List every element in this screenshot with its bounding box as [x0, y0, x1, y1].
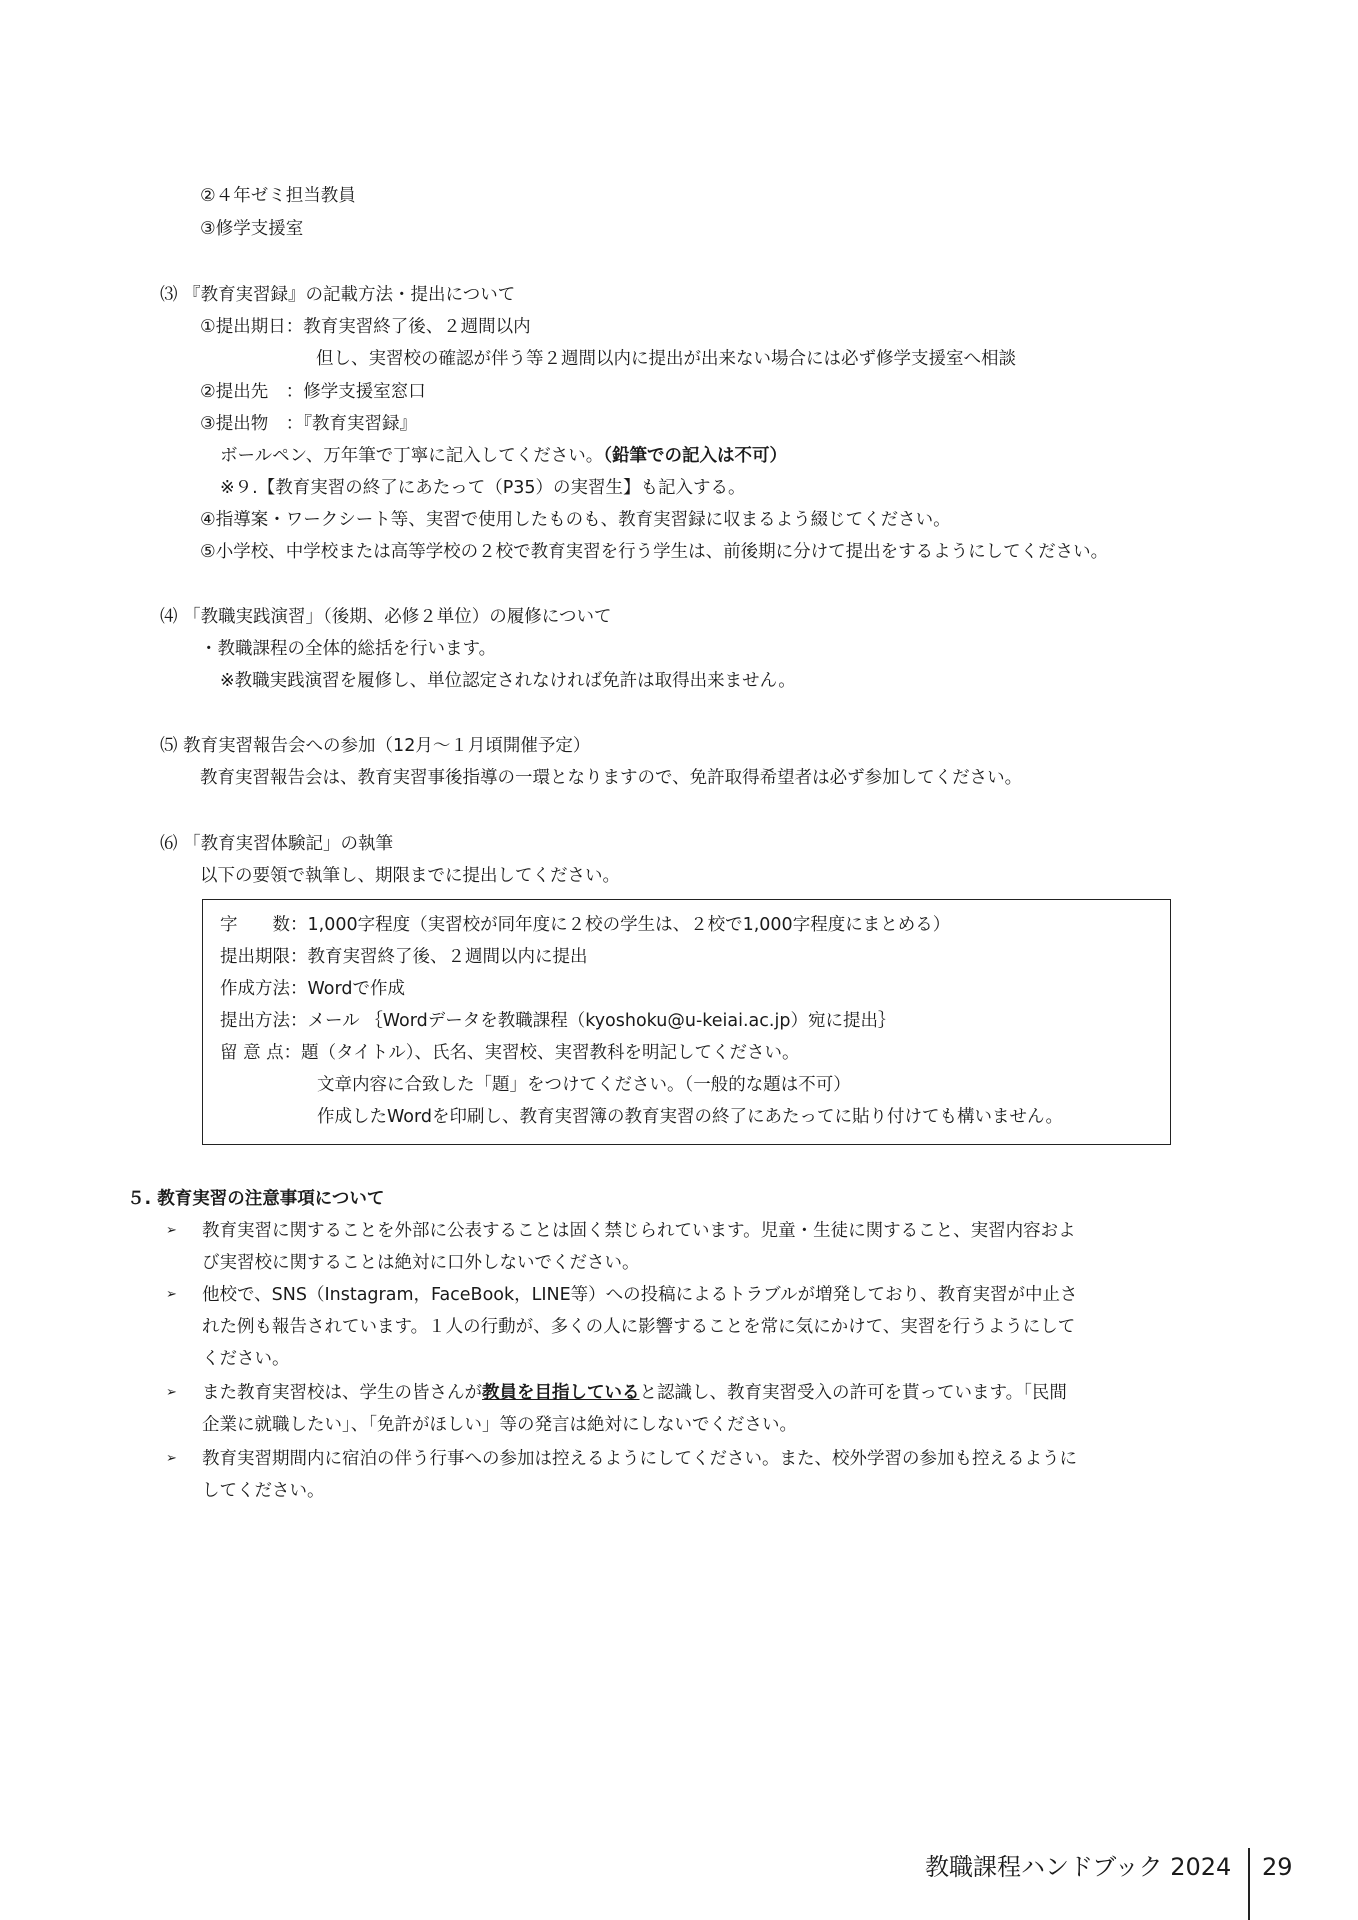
list-item: ③修学支援室: [200, 219, 304, 239]
paragraph-line: ⑤小学校、中学校または高等学校の２校で教育実習を行う学生は、前後期に分けて提出をするようにしてください。: [200, 542, 1109, 562]
paragraph-line: ※教職実践演習を履修し、単位認定されなければ免許は取得出来ません。: [220, 671, 796, 691]
bullet-line: 企業に就職したい」、「免許がほしい」等の発言は絶対にしないでください。: [202, 1415, 797, 1435]
emphasis-text: （鉛筆での記入は不可）: [603, 446, 787, 466]
chapter-heading: ５. 教育実習の注意事項について: [127, 1189, 385, 1209]
footer-divider: [1248, 1848, 1250, 1920]
bullet-text: と認識し、教育実習受入の許可を貰っています。「民間: [639, 1383, 1067, 1403]
section-heading: ⑷ 「教職実践演習」（後期、必修２単位）の履修について: [160, 607, 612, 627]
bullet-line: ください。: [202, 1349, 290, 1369]
paragraph-line: ③提出物 ：『教育実習録』: [200, 414, 417, 434]
box-row: 提出期限：教育実習終了後、２週間以内に提出: [220, 947, 588, 967]
bullet-line: び実習校に関することは絶対に口外しないでください。: [202, 1253, 640, 1273]
paragraph-line: ・教職課程の全体的総括を行います。: [200, 639, 497, 659]
paragraph-line: ②提出先 ：修学支援室窓口: [200, 382, 426, 402]
paragraph-line: 教育実習報告会は、教育実習事後指導の一環となりますので、免許取得希望者は必ず参加してください。: [200, 768, 1023, 788]
box-row: 文章内容に合致した「題」をつけてください。（一般的な題は不可）: [317, 1075, 851, 1095]
box-row: 作成方法：Wordで作成: [220, 979, 405, 999]
paragraph-line: ※９.【教育実習の終了にあたって（P35）の実習生】も記入する。: [220, 478, 746, 498]
page-number: 29: [1262, 1853, 1293, 1881]
section-heading: ⑹ 「教育実習体験記」の執筆: [160, 834, 394, 854]
arrow-bullet-icon: ➢: [166, 1385, 177, 1400]
bullet-line: 教育実習期間内に宿泊の伴う行事への参加は控えるようにしてください。また、校外学習の参加も控えるように: [202, 1449, 1077, 1469]
footer-title: 教職課程ハンドブック 2024: [925, 1853, 1232, 1881]
bullet-line: れた例も報告されています。１人の行動が、多くの人に影響することを常に気にかけて、実習を行うようにして: [202, 1317, 1076, 1337]
paragraph-line: 但し、実習校の確認が伴う等２週間以内に提出が出来ない場合には必ず修学支援室へ相談: [316, 349, 1016, 369]
emphasis-text: 教員を目指している: [482, 1383, 640, 1403]
list-item: ②４年ゼミ担当教員: [200, 186, 356, 206]
box-row: 提出方法：メール ｛Wordデータを教職課程（kyoshoku@u-keiai.ac.jp）宛に提出｝: [220, 1011, 896, 1031]
section-heading: ⑶ 『教育実習録』の記載方法・提出について: [160, 285, 516, 305]
box-row: 作成したWordを印刷し、教育実習簿の教育実習の終了にあたってに貼り付けても構いません。: [317, 1107, 1064, 1127]
paragraph-line: ④指導案・ワークシート等、実習で使用したものも、教育実習録に収まるよう綴じてください。: [200, 510, 951, 530]
bullet-line: してください。: [202, 1481, 325, 1501]
paragraph-text: ボールペン、万年筆で丁寧に記入してください。: [220, 446, 604, 466]
box-row: 字 数：1,000字程度（実習校が同年度に２校の学生は、２校で1,000字程度にまとめる）: [220, 915, 951, 935]
bullet-line: 他校で、SNS（Instagram，FaceBook，LINE等）への投稿によるトラブルが増発しており、教育実習が中止さ: [202, 1285, 1078, 1305]
paragraph-line: [220, 444, 787, 468]
box-row: 留 意 点：題（タイトル）、氏名、実習校、実習教科を明記してください。: [220, 1043, 800, 1063]
paragraph-line: 以下の要領で執筆し、期限までに提出してください。: [200, 866, 620, 886]
section-heading: ⑸ 教育実習報告会への参加（12月～１月頃開催予定）: [160, 736, 591, 756]
paragraph-line: ①提出期日：教育実習終了後、２週間以内: [200, 317, 531, 337]
bullet-line: 教育実習に関することを外部に公表することは固く禁じられています。児童・生徒に関すること、実習内容およ: [202, 1221, 1076, 1241]
bullet-line: [202, 1381, 1067, 1405]
arrow-bullet-icon: ➢: [166, 1287, 177, 1302]
arrow-bullet-icon: ➢: [166, 1223, 177, 1238]
bullet-text: また教育実習校は、学生の皆さんが: [202, 1383, 482, 1403]
arrow-bullet-icon: ➢: [166, 1451, 177, 1466]
